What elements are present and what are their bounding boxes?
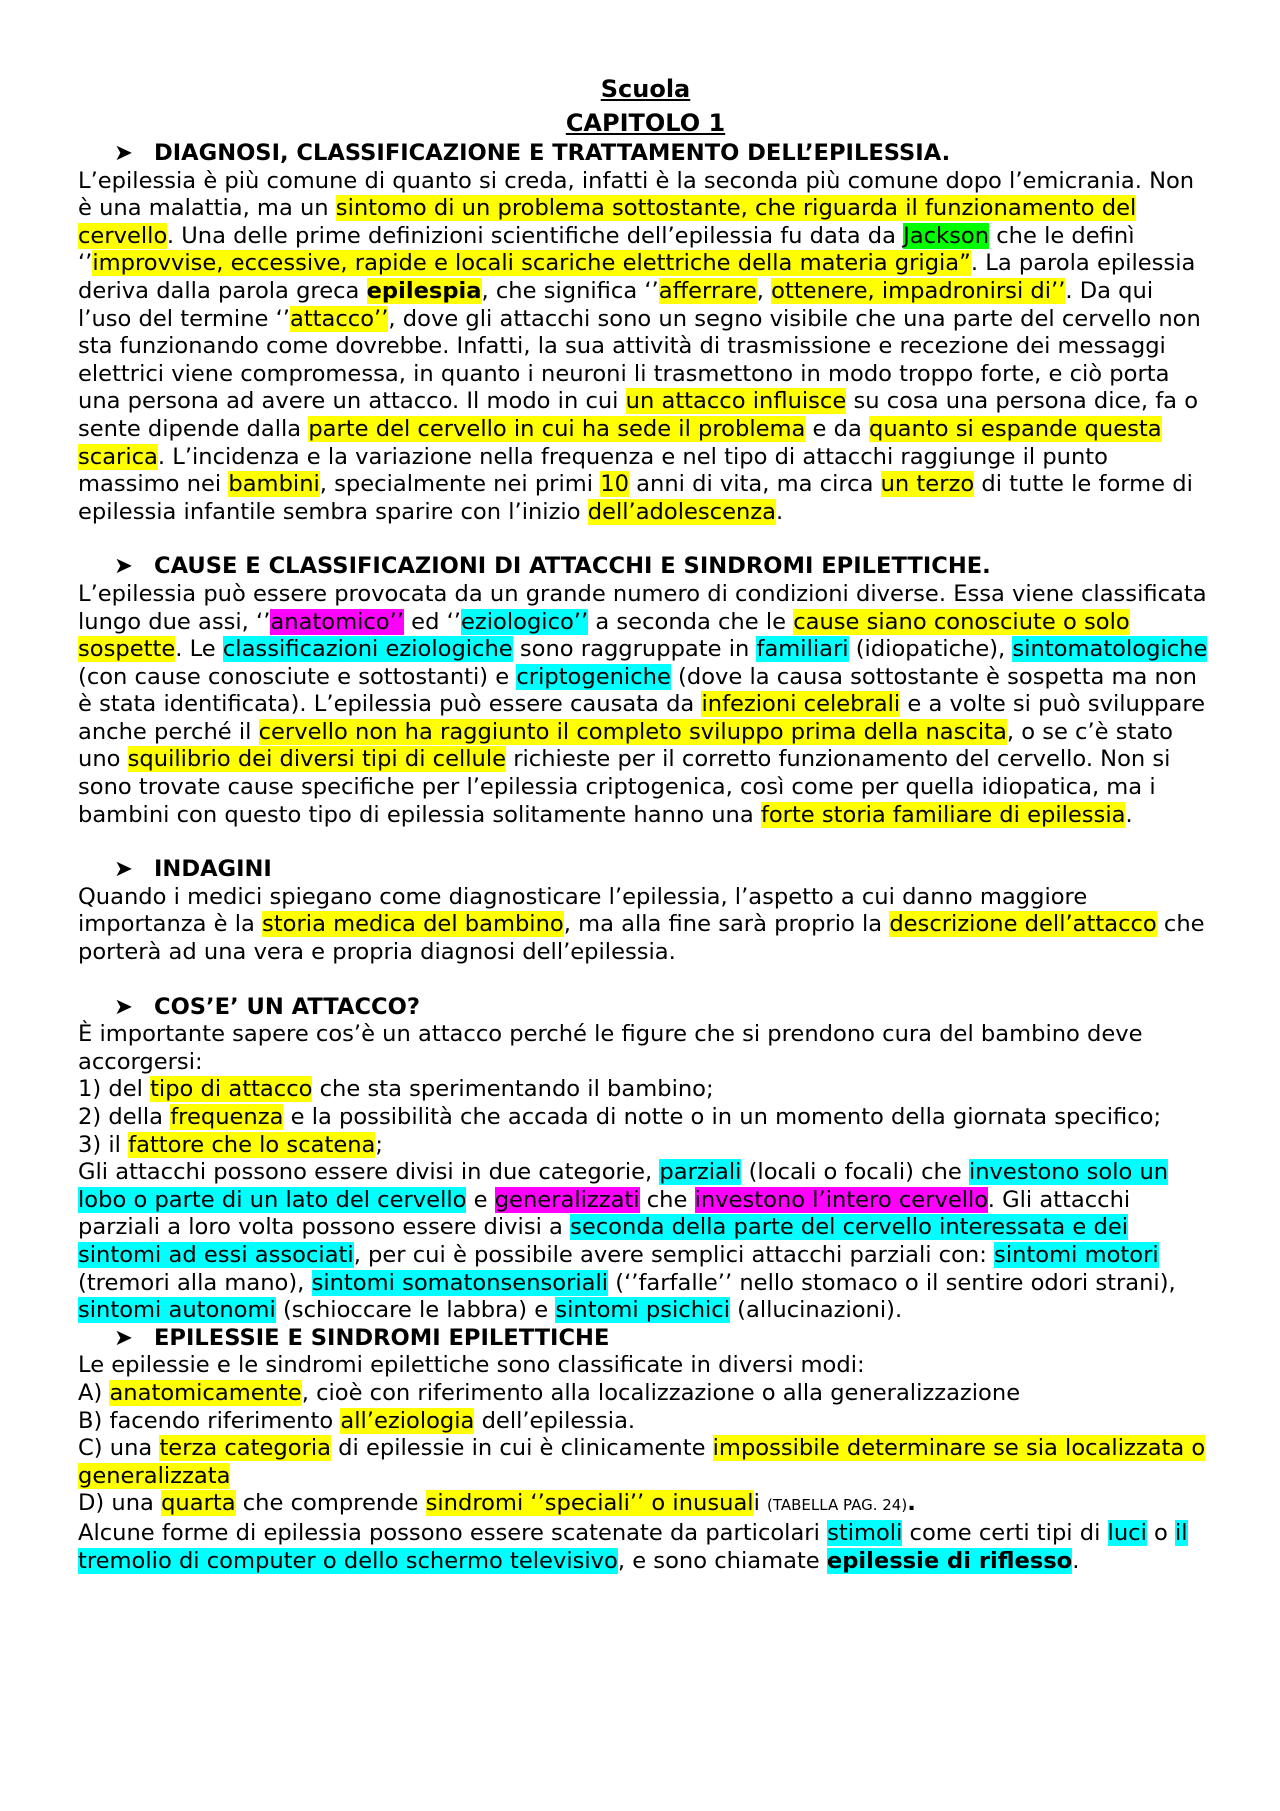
text-run: ed ‘’	[404, 608, 461, 635]
text-run: come certi tipi di	[902, 1519, 1108, 1546]
arrow-bullet-icon: ➤	[114, 856, 133, 883]
highlighted-text: sintomi autonomi	[78, 1297, 276, 1324]
text-run: Alcune forme di epilessia possono essere scatenate da particolari	[78, 1519, 828, 1546]
highlighted-text: classificazioni eziologiche	[222, 636, 513, 663]
section-heading	[114, 140, 1213, 168]
text-run: , specialmente nei primi	[319, 471, 601, 498]
text-run: anni di vita, ma circa	[628, 471, 881, 498]
text-run: sono raggruppate in	[512, 636, 757, 663]
text-run: . Da qui l’uso del termine ‘’	[78, 277, 1154, 332]
paragraph-line	[78, 1380, 1213, 1408]
highlighted-text: epilessie di riflesso	[826, 1547, 1073, 1574]
text-run: (tremori alla mano),	[78, 1269, 312, 1296]
text-run: o	[1146, 1519, 1176, 1546]
highlighted-text: parziali	[659, 1159, 742, 1186]
text-run: 1) del	[78, 1076, 151, 1103]
text-run: che le definì ‘’	[78, 222, 1135, 277]
text-run: .	[907, 1490, 916, 1517]
highlighted-text: descrizione dell’attacco	[889, 911, 1157, 938]
text-run: e	[466, 1186, 495, 1213]
text-run: (dove la causa sottostante è sospetta ma non è stata identificata). L’epilessia può essere causata da	[78, 663, 1197, 718]
highlighted-text: tipo di attacco	[150, 1076, 313, 1103]
text-run: che comprende	[235, 1490, 426, 1517]
highlighted-text: fattore che lo scatena	[128, 1131, 376, 1158]
arrow-bullet-icon: ➤	[114, 1324, 133, 1351]
paragraph-line	[78, 1159, 1213, 1325]
chapter-title: CAPITOLO 1	[565, 109, 726, 137]
page-title: Scuola	[600, 75, 691, 103]
paragraph-line	[78, 1132, 1213, 1160]
text-run: Gli attacchi possono essere divisi in due categorie,	[78, 1159, 660, 1186]
paragraph-line	[78, 1076, 1213, 1104]
text-run: .	[1072, 1547, 1080, 1574]
text-run: . Gli attacchi parziali a loro volta possono essere divisi a	[78, 1186, 1131, 1241]
text-run: , e sono chiamate	[617, 1547, 827, 1574]
highlighted-text: anatomicamente	[109, 1379, 302, 1406]
highlighted-text: un attacco influisce	[625, 388, 847, 415]
paragraph	[78, 884, 1213, 967]
text-run: B) facendo riferimento	[78, 1407, 341, 1434]
section-heading	[114, 553, 1213, 581]
section-heading	[114, 1325, 1213, 1353]
text-run: È importante sapere cos’è un attacco perché le figure che si prendono cura del bambino deve accorgersi:	[78, 1021, 1143, 1075]
section-gap	[78, 526, 1213, 553]
highlighted-text: cervello non ha raggiunto il completo sviluppo prima della nascita	[258, 718, 1007, 745]
highlighted-text: sintomi psichici	[555, 1297, 730, 1324]
text-run: di tutte le forme di epilessia infantile sembra sparire con l’inizio	[78, 471, 1193, 525]
paragraph-line	[78, 1352, 1213, 1380]
highlighted-text: attacco’’	[289, 305, 389, 332]
text-run: (idiopatiche),	[848, 636, 1013, 663]
text-run: (locali o focali) che	[741, 1159, 969, 1186]
text-run: . Una delle prime definizioni scientifiche dell’epilessia fu data da	[166, 222, 904, 249]
paragraph	[78, 581, 1213, 829]
highlighted-text: sindromi ‘’speciali’’ o inusual	[425, 1490, 754, 1517]
text-run: L’epilessia può essere provocata da un grande numero di condizioni diverse. Essa viene classificata lungo due assi, ‘’	[78, 580, 1207, 635]
paragraph-line	[78, 1021, 1213, 1076]
highlighted-text: il tremolio di computer o dello schermo televisivo	[78, 1519, 1188, 1574]
text-run: ;	[375, 1131, 384, 1158]
section-heading-text: EPILESSIE E SINDROMI EPILETTICHE	[154, 1324, 610, 1351]
arrow-bullet-icon: ➤	[114, 140, 133, 166]
highlighted-text: investono l’intero cervello	[694, 1186, 988, 1213]
highlighted-text: forte storia familiare di epilessia	[760, 801, 1126, 828]
highlighted-text: investono solo un lobo o parte di un lato del cervello	[78, 1159, 1169, 1213]
highlighted-text: dell’adolescenza	[587, 498, 777, 525]
document-body	[78, 140, 1213, 1575]
highlighted-text: terza categoria	[159, 1435, 331, 1462]
highlighted-text: seconda della parte del cervello interessata e dei sintomi ad essi associati	[78, 1214, 1128, 1268]
highlighted-text: frequenza	[170, 1104, 284, 1130]
section-heading-text: DIAGNOSI, CLASSIFICAZIONE E TRATTAMENTO DELL’EPILESSIA.	[154, 140, 951, 166]
text-run: i	[753, 1490, 768, 1517]
highlighted-text: afferrare	[658, 277, 757, 304]
highlighted-text: all’eziologia	[340, 1407, 475, 1434]
text-run: e da	[805, 415, 870, 442]
text-run: (con cause conosciute e sottostanti) e	[78, 663, 517, 690]
paragraph-line	[78, 1104, 1213, 1132]
text-run: D) una	[78, 1490, 162, 1517]
text-run: , dove gli attacchi sono un segno visibile che una parte del cervello non sta funzionando come dovrebbe. Infatti, la sua attività di trasmissione e recezione dei messaggi elettrici viene compromessa, in quanto i neuroni li trasmettono in modo troppo forte, e ciò porta una persona ad avere un attacco. Il modo in cui	[78, 305, 1201, 415]
highlighted-text: sintomi motori	[994, 1241, 1159, 1268]
text-run: e la possibilità che accada di notte o in un momento della giornata specifico;	[283, 1104, 1162, 1130]
highlighted-text: quarta	[161, 1490, 236, 1517]
text-run: richieste per il corretto funzionamento del cervello. Non si sono trovate cause specifiche per l’epilessia criptogenica, così come per quella idiopatica, ma i bambini con questo tipo di epilessia solitamente hanno una	[78, 746, 1171, 828]
text-run: dell’epilessia.	[474, 1407, 636, 1434]
text-run: A)	[78, 1379, 110, 1406]
text-run: , cioè con riferimento alla localizzazione o alla generalizzazione	[301, 1379, 1021, 1406]
section-heading	[114, 994, 1213, 1022]
paragraph-line	[78, 1408, 1213, 1436]
highlighted-text: squilibrio dei diversi tipi di cellule	[127, 746, 507, 773]
text-run: a seconda che le	[588, 608, 794, 635]
highlighted-text: improvvise, eccessive, rapide e locali scariche elettriche della materia grigia”	[92, 250, 971, 277]
paragraph	[78, 168, 1213, 527]
section-gap	[78, 829, 1213, 856]
highlighted-text: ottenere, impadronirsi di’’	[771, 277, 1066, 304]
text-run: , ma alla fine sarà proprio la	[563, 911, 890, 938]
highlighted-text: cause siano conosciute o solo sospette	[78, 608, 1130, 663]
text-run: di epilessie in cui è clinicamente	[331, 1435, 713, 1462]
highlighted-text: stimoli	[827, 1519, 903, 1546]
highlighted-text: impossibile determinare se sia localizzata o generalizzata	[78, 1435, 1206, 1489]
text-run: 3) il	[78, 1131, 129, 1158]
text-run: Le epilessie e le sindromi epilettiche sono classificate in diversi modi:	[78, 1352, 865, 1379]
text-run: ,	[756, 277, 772, 304]
highlighted-text: epilespia	[366, 277, 482, 304]
highlighted-text: bambini	[228, 471, 320, 498]
highlighted-text: eziologico’’	[460, 608, 589, 635]
paragraph-line	[78, 1490, 1213, 1520]
highlighted-text: infezioni celebrali	[701, 691, 901, 718]
highlighted-text: storia medica del bambino	[262, 911, 564, 938]
text-run: , o se c’è stato uno	[78, 718, 1173, 773]
arrow-bullet-icon: ➤	[114, 993, 133, 1020]
text-run: (allucinazioni).	[730, 1297, 903, 1324]
text-run: L’epilessia è più comune di quanto si creda, infatti è la seconda più comune dopo l’emicrania. Non è una malattia, ma un	[78, 167, 1195, 222]
text-run: .	[776, 498, 784, 525]
section-heading-text: INDAGINI	[154, 856, 272, 883]
text-run: .	[1125, 801, 1133, 828]
section-heading-text: CAUSE E CLASSIFICAZIONI DI ATTACCHI E SINDROMI EPILETTICHE.	[154, 553, 991, 580]
highlighted-text: sintomi somatonsensoriali	[311, 1269, 609, 1296]
section-heading	[114, 856, 1213, 884]
text-run: 2) della	[78, 1104, 171, 1130]
text-run: che porterà ad una vera e propria diagnosi dell’epilessia.	[78, 911, 1205, 966]
highlighted-text: parte del cervello in cui ha sede il problema	[308, 415, 806, 442]
paragraph-line	[78, 1520, 1213, 1575]
text-run: (TABELLA PAG. 24)	[767, 1496, 908, 1515]
text-run: che	[639, 1186, 695, 1213]
text-run: , che significa ‘’	[481, 277, 659, 304]
highlighted-text: 10	[600, 471, 629, 498]
paragraph-line	[78, 1435, 1213, 1490]
arrow-bullet-icon: ➤	[114, 553, 133, 580]
document	[78, 72, 1213, 1575]
text-run: C) una	[78, 1435, 160, 1462]
text-run: (schioccare le labbra) e	[275, 1297, 556, 1324]
highlighted-text: generalizzati	[494, 1186, 640, 1213]
highlighted-text: criptogeniche	[516, 663, 671, 690]
highlighted-text: anatomico’’	[270, 608, 404, 635]
highlighted-text: un terzo	[880, 471, 975, 498]
text-run: , per cui è possibile avere semplici attacchi parziali con:	[353, 1241, 995, 1268]
section-gap	[78, 967, 1213, 994]
highlighted-text: luci	[1107, 1519, 1147, 1546]
highlighted-text: sintomatologiche	[1012, 636, 1208, 663]
text-run: Quando i medici spiegano come diagnosticare l’epilessia, l’aspetto a cui danno maggiore importanza è la	[78, 883, 1088, 938]
text-run: (‘’farfalle’’ nello stomaco o il sentire odori strani),	[608, 1269, 1176, 1296]
text-run: . L’incidenza e la variazione nella frequenza e nel tipo di attacchi raggiunge il punto massimo nei	[78, 443, 1108, 498]
highlighted-text: quanto si espande questa scarica	[78, 415, 1162, 470]
highlighted-text: Jackson	[903, 222, 990, 249]
section-heading-text: COS’E’ UN ATTACCO?	[154, 993, 420, 1020]
text-run: su cosa una persona dice, fa o sente dipende dalla	[78, 388, 1199, 442]
highlighted-text: familiari	[756, 636, 849, 663]
text-run: . Le	[175, 636, 223, 663]
text-run: . La parola epilessia deriva dalla parola greca	[78, 250, 1196, 304]
highlighted-text: sintomo di un problema sottostante, che riguarda il funzionamento del cervello	[78, 195, 1137, 249]
text-run: che sta sperimentando il bambino;	[312, 1076, 714, 1103]
text-run: e a volte si può sviluppare anche perché il	[78, 691, 1206, 745]
